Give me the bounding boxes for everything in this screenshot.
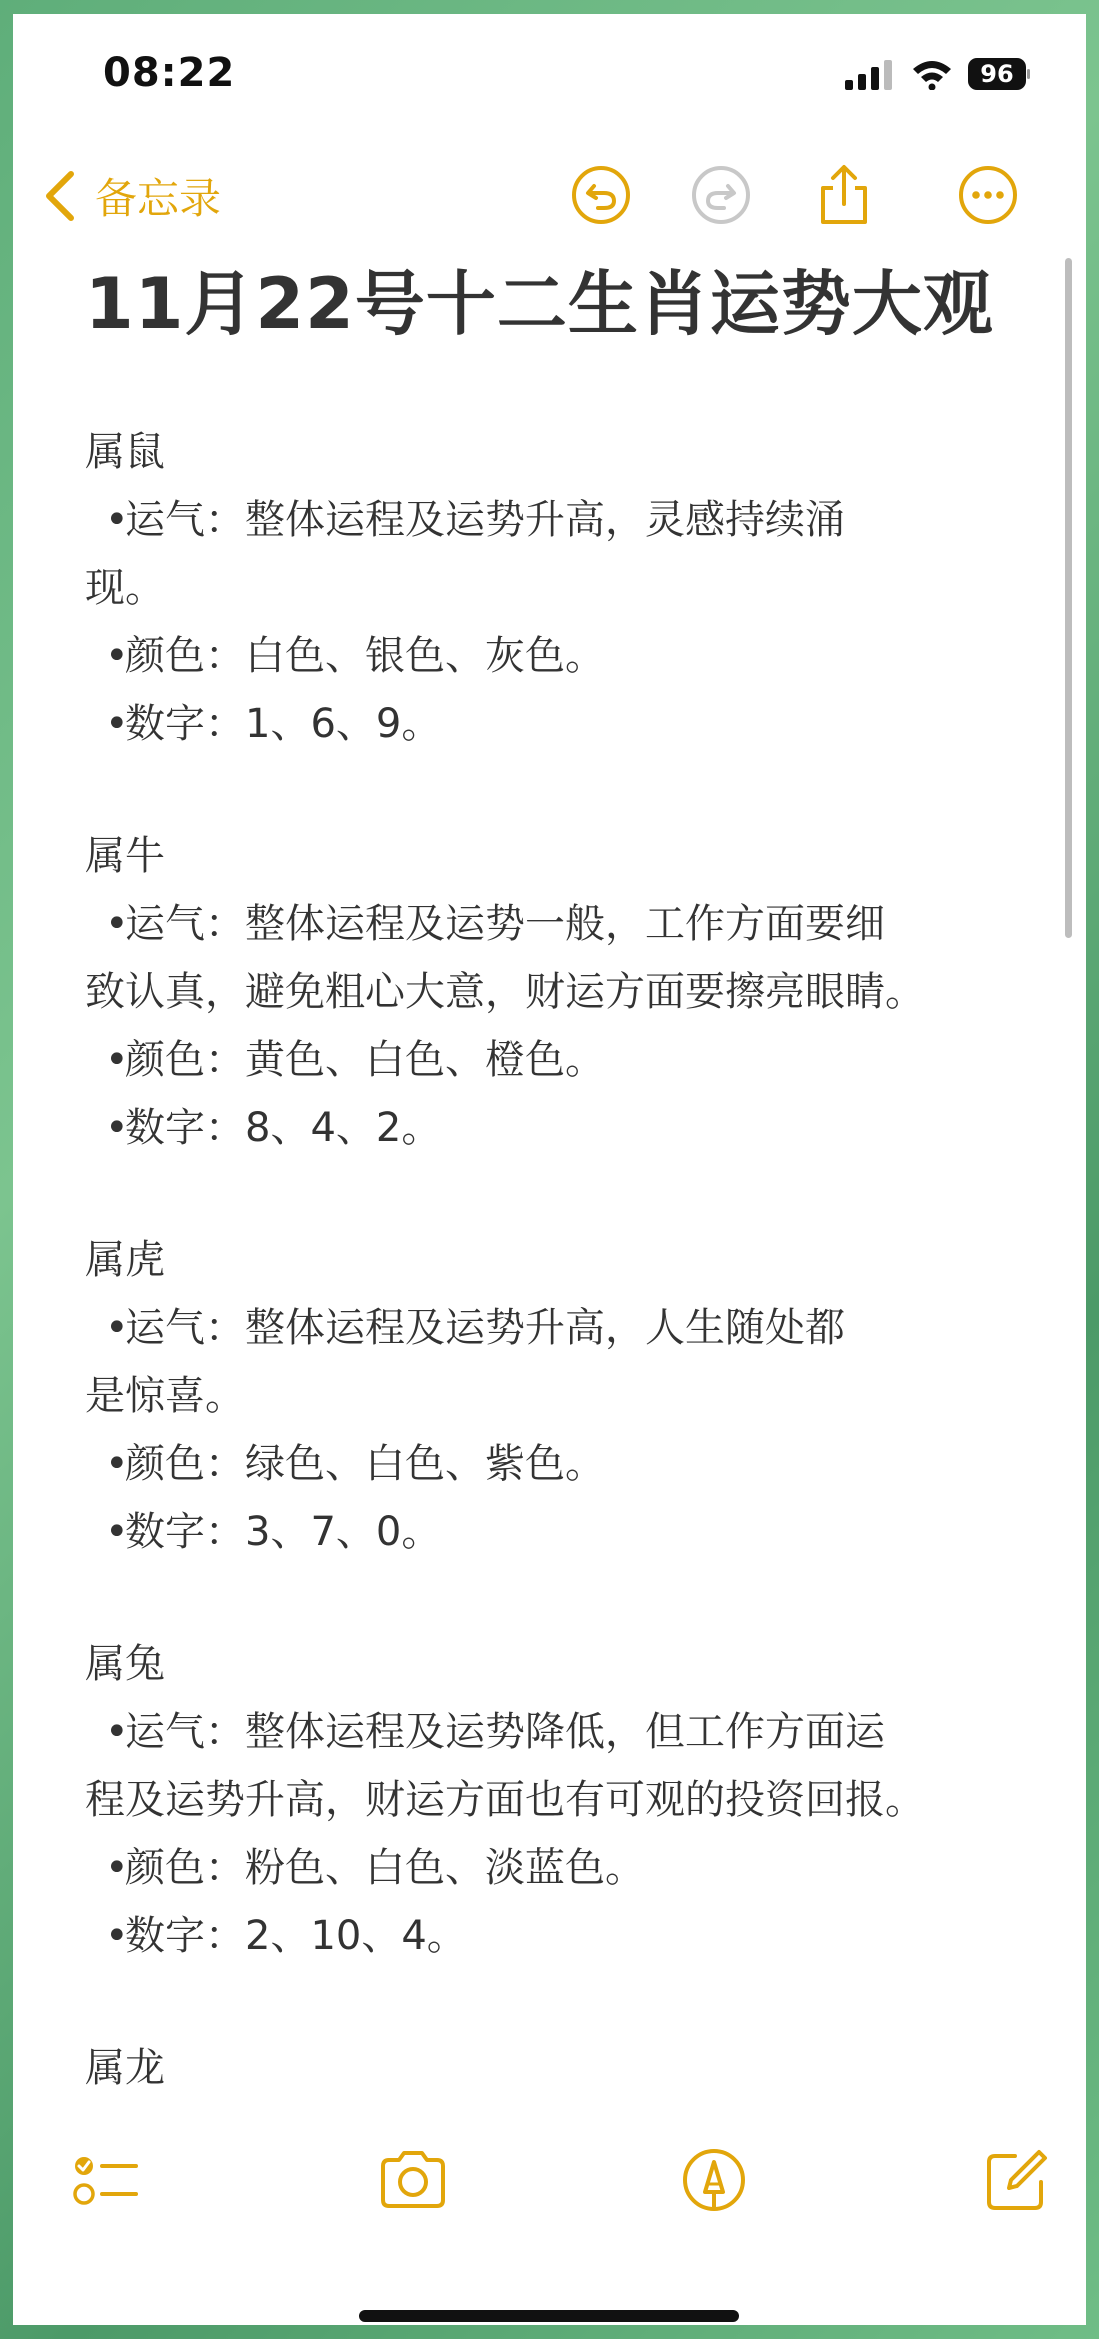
note-line [85,622,1045,690]
battery-icon [968,58,1030,90]
bullet-marker: • [105,497,129,543]
line-text: 数字：8、4、2。 [125,1105,442,1151]
note-line [85,486,1045,554]
markup-icon [678,2144,750,2216]
more-button[interactable] [957,164,1019,226]
note-section [85,1630,1045,1970]
note-line [85,1766,1045,1834]
scrollbar[interactable] [1065,258,1072,938]
bullet-marker: • [105,1105,129,1151]
note-line [85,890,1045,958]
back-button[interactable] [43,166,221,226]
camera-icon [377,2144,449,2216]
bullet-marker: • [105,1913,129,1959]
section-heading: 属鼠 [85,429,165,475]
bullet-marker: • [105,633,129,679]
note-line [85,1498,1045,1566]
nav-bar [13,154,1086,254]
note-title: 11月22号十二生肖运势大观 [85,263,994,345]
compose-icon [981,2144,1053,2216]
bullet-marker: • [105,1845,129,1891]
checklist-icon [70,2144,142,2216]
note-body[interactable] [85,254,1045,2102]
line-text: 是惊喜。 [85,1373,245,1419]
back-label: 备忘录 [95,174,222,223]
notes-screen [13,14,1086,2325]
compose-button[interactable] [981,2144,1053,2216]
chevron-left-icon [43,170,77,222]
bottom-toolbar [13,2124,1086,2325]
bullet-marker: • [105,901,129,947]
undo-icon [570,164,632,226]
line-text: 颜色：绿色、白色、紫色。 [125,1441,605,1487]
more-icon [957,164,1019,226]
line-text: 颜色：粉色、白色、淡蓝色。 [125,1845,645,1891]
bullet-marker: • [105,1305,129,1351]
line-text: 颜色：白色、银色、灰色。 [125,633,605,679]
bullet-marker: • [105,701,129,747]
bullet-marker: • [105,1441,129,1487]
bullet-marker: • [105,1709,129,1755]
battery-cap [1027,69,1030,79]
line-text: 程及运势升高，财运方面也有可观的投资回报。 [85,1777,925,1823]
home-indicator[interactable] [359,2310,739,2322]
line-text: 现。 [85,565,165,611]
cellular-signal-icon [845,60,895,90]
camera-button[interactable] [377,2144,449,2216]
section-heading: 属龙 [85,2045,165,2091]
line-text: 致认真，避免粗心大意，财运方面要擦亮眼睛。 [85,969,925,1015]
note-line [85,690,1045,758]
section-heading: 属兔 [85,1641,165,1687]
undo-button[interactable] [570,164,632,226]
section-heading: 属牛 [85,833,165,879]
note-section [85,1226,1045,1566]
note-line [85,1902,1045,1970]
note-line [85,1094,1045,1162]
note-line [85,958,1045,1026]
note-line [85,1294,1045,1362]
note-section [85,2034,1045,2102]
section-heading: 属虎 [85,1237,165,1283]
note-line [85,1430,1045,1498]
bullet-marker: • [105,1037,129,1083]
redo-icon [690,164,752,226]
markup-button[interactable] [678,2144,750,2216]
line-text: 数字：2、10、4。 [125,1913,467,1959]
note-line [85,554,1045,622]
line-text: 数字：1、6、9。 [125,701,442,747]
line-text: 运气：整体运程及运势升高，灵感持续涌 [125,497,845,543]
note-line [85,1026,1045,1094]
redo-button[interactable] [690,164,752,226]
line-text: 颜色：黄色、白色、橙色。 [125,1037,605,1083]
line-text: 运气：整体运程及运势升高，人生随处都 [125,1305,845,1351]
line-text: 数字：3、7、0。 [125,1509,442,1555]
note-line [85,1834,1045,1902]
note-section [85,418,1045,758]
note-line [85,1698,1045,1766]
note-line [85,1362,1045,1430]
note-section [85,822,1045,1162]
wifi-icon [911,58,953,90]
share-button[interactable] [813,164,875,226]
note-sections [85,418,1045,2102]
checklist-button[interactable] [70,2144,142,2216]
line-text: 运气：整体运程及运势降低，但工作方面运 [125,1709,885,1755]
status-time: 08:22 [103,50,236,96]
line-text: 运气：整体运程及运势一般，工作方面要细 [125,901,885,947]
status-bar [13,14,1086,134]
battery-level: 96 [968,58,1026,90]
bullet-marker: • [105,1509,129,1555]
share-icon [813,164,875,226]
